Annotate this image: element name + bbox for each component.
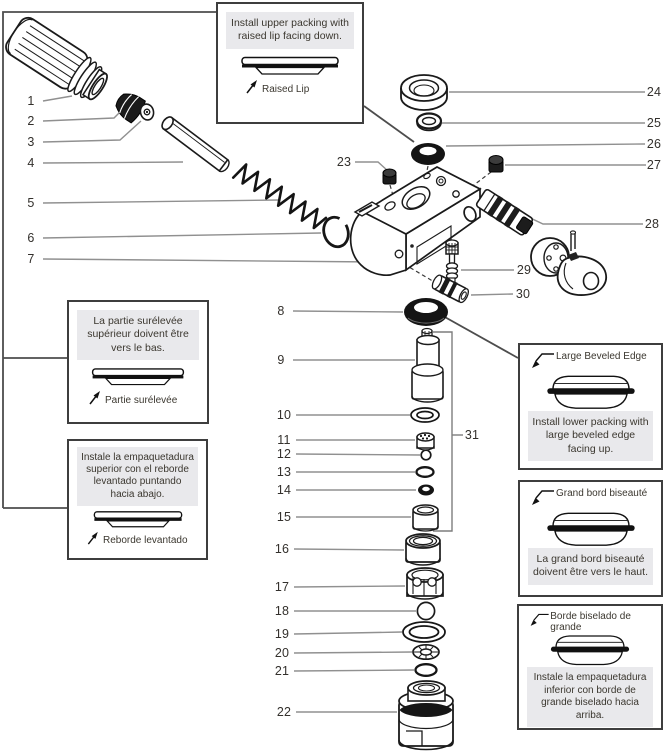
part-23-plug — [383, 169, 396, 184]
part-15-sleeve — [413, 505, 438, 531]
instruction-text: La partie surélevée supérieur doivent être vers le bas. — [77, 310, 199, 360]
part-number-22: 22 — [276, 705, 292, 719]
part-18-ball — [417, 602, 434, 619]
packing-feature-label: Reborde levantado — [103, 534, 188, 546]
part-21-oring — [416, 664, 437, 676]
part-number-18: 18 — [274, 604, 290, 618]
part-number-31: 31 — [464, 428, 480, 442]
part-number-13: 13 — [276, 465, 292, 479]
packing-feature-label: Borde biselado de grande — [550, 611, 631, 633]
part-number-23: 23 — [336, 155, 352, 169]
instruction-text: Instale la empaquetadura superior con el reborde levantado puntando hacia abajo. — [77, 447, 198, 506]
part-number-9: 9 — [277, 353, 285, 367]
part-number-2: 2 — [27, 114, 35, 128]
beveled-edge-arrow-icon — [529, 611, 550, 631]
packing-feature-label: Partie surélevée — [105, 395, 178, 407]
part-number-6: 6 — [27, 231, 35, 245]
part-14-seal — [418, 485, 434, 496]
part-number-26: 26 — [646, 137, 662, 151]
part-number-24: 24 — [646, 85, 662, 99]
part-number-5: 5 — [27, 196, 35, 210]
part-16-seat — [406, 534, 440, 565]
part-number-19: 19 — [274, 627, 290, 641]
part-9-piston — [412, 329, 443, 403]
raised-lip-arrow-icon — [85, 529, 103, 546]
part-number-15: 15 — [276, 510, 292, 524]
part-number-28: 28 — [644, 217, 660, 231]
part-number-29: 29 — [516, 263, 532, 277]
packing-illustration-lip-down — [86, 367, 190, 387]
callout-lower-packing-en — [518, 343, 663, 470]
part-number-3: 3 — [27, 135, 35, 149]
instruction-text: Install upper packing with raised lip facing down. — [226, 12, 354, 49]
beveled-edge-arrow-icon — [530, 351, 556, 373]
part-5-spring — [233, 162, 327, 230]
callout-upper-packing-en — [216, 2, 364, 124]
part-22-foot-valve — [399, 681, 453, 750]
callout-upper-packing-fr — [67, 300, 209, 424]
part-number-14: 14 — [276, 483, 292, 497]
part-27-plug — [489, 156, 503, 173]
raised-lip-arrow-icon — [244, 77, 262, 95]
part-1-cylinder — [3, 14, 114, 106]
part-25-seal — [417, 114, 441, 131]
packing-illustration-lip-down — [88, 510, 188, 529]
part-number-1: 1 — [27, 94, 35, 108]
part-number-21: 21 — [274, 664, 290, 678]
callout-upper-packing-es — [67, 439, 208, 560]
part-number-8: 8 — [277, 304, 285, 318]
part-26-oring — [411, 143, 445, 165]
raised-lip-arrow-icon — [87, 388, 105, 406]
part-12-ball — [421, 450, 431, 460]
callout-lower-packing-fr — [518, 480, 663, 597]
packing-illustration-bevel-up — [536, 510, 646, 548]
part-11-cup — [417, 433, 434, 450]
part-number-30: 30 — [515, 287, 531, 301]
part-17-cage — [407, 568, 443, 599]
instruction-text: Install lower packing with large beveled edge facing up. — [528, 411, 653, 461]
packing-feature-label: Grand bord biseauté — [556, 488, 648, 499]
part-7-pump-block — [351, 167, 480, 275]
part-number-12: 12 — [276, 447, 292, 461]
callout-lower-packing-es — [517, 604, 663, 730]
part-number-20: 20 — [274, 646, 290, 660]
packing-feature-label: Raised Lip — [262, 83, 310, 95]
part-number-11: 11 — [277, 433, 291, 447]
part-number-17: 17 — [274, 580, 290, 594]
part-number-16: 16 — [274, 542, 290, 556]
part-10-oring — [411, 408, 439, 422]
part-number-4: 4 — [27, 156, 35, 170]
packing-feature-label: Large Beveled Edge — [556, 351, 647, 362]
part-number-27: 27 — [646, 158, 662, 172]
part-13-oring — [417, 467, 434, 477]
instruction-text: Instale la empaquetadura inferior con borde de grande biselado hacia arriba. — [527, 667, 653, 727]
part-28-valve-assembly — [462, 188, 606, 295]
part-8-lower-packing — [404, 298, 448, 326]
part-24-packing-nut — [401, 75, 447, 110]
part-19-oring — [403, 622, 445, 642]
packing-illustration-lip-down — [235, 56, 345, 76]
beveled-edge-arrow-icon — [530, 488, 556, 510]
part-20-washer — [413, 645, 439, 659]
packing-illustration-bevel-up — [536, 373, 646, 411]
packing-illustration-bevel-up — [540, 633, 640, 667]
part-number-7: 7 — [27, 252, 35, 266]
instruction-text: La grand bord biseauté doivent être vers le haut. — [528, 548, 653, 585]
part-number-10: 10 — [276, 408, 292, 422]
part-number-25: 25 — [646, 116, 662, 130]
